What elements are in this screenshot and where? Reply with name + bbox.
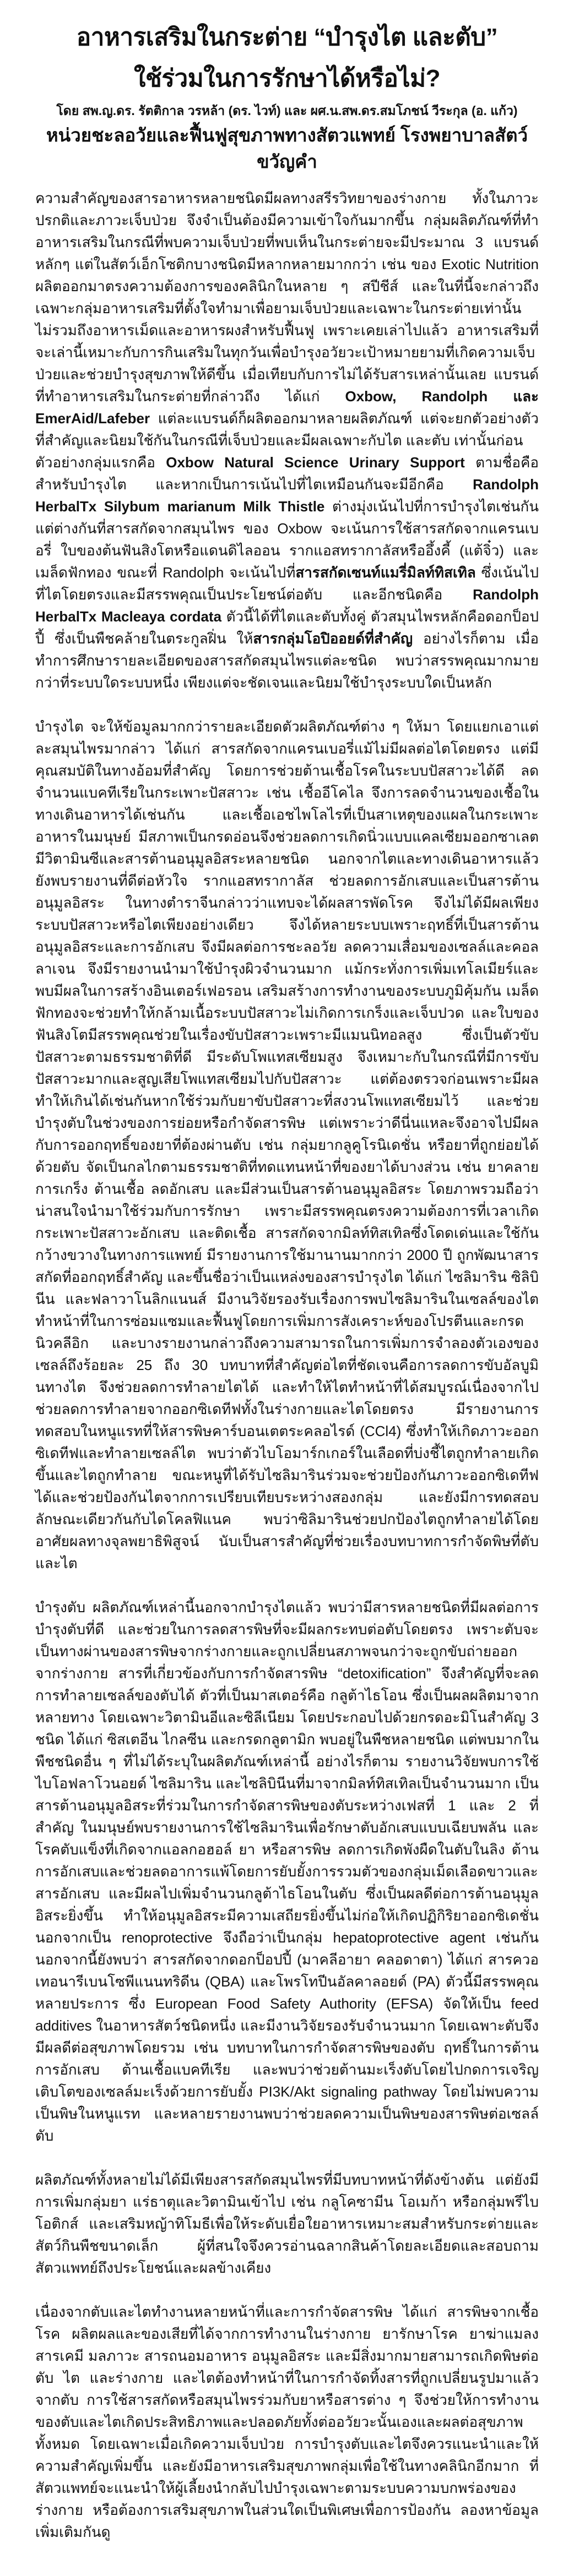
body-text-bold: Randolph HerbalTx Silybum marianum Milk Thistle <box>35 476 539 515</box>
body-text-bold: สารกลุ่มโอปิออยด์ที่สำคัญ <box>253 630 413 647</box>
body-text-bold: Oxbow, Randolph และ EmerAid/Lafeber <box>35 388 539 427</box>
body-text: เนื่องจากตับและไตทำงานหลายหน้าที่และการกำจัดสารพิษ ได้แก่ สารพิษจากเชื้อโรค ผลิตผลและของเสียที่ได้จากการทำงานในร่างกาย ยารักษาโรค ยาฆ่าแมลง สารเคมี มลภาวะ สารถนอมอาหาร อนุมูลอิสระ และมีสิ่งมากมายสามารถเกิดพิษต่อตับ ไต และร่างกาย และไตต้องทำหน้าที่ในการกำจัดทิ้งสารที่ถูกเปลี่ยนรูปมาแล้วจากตับ การใช้สารสกัดหรือสมุนไพรร่วมกับยาหรือสารต่าง ๆ จึงช่วยให้การทำงานของตับและไตเกิดประสิทธิภาพและปลอดภัยทั้งต่ออวัยวะนั้นเองและผลต่อสุขภาพทั้งหมด โดยเฉพาะเมื่อเกิดความเจ็บป่วย การบำรุงตับและไตจึงควรแนะนำและให้ความสำคัญเพิ่มขึ้น และยังมีอาหารเสริมสุขภาพกลุ่มเพื่อใช้ในทางคลินิกอีกมาก ที่สัตวแพทย์จะแนะนำให้ผู้เลี้ยงนำกลับไปบำรุงเฉพาะตามระบบความบกพร่องของร่างกาย หรือต้องการเสริมสุขภาพในส่วนใดเป็นพิเศษเพื่อการป้องกัน ลองหาข้อมูลเพิ่มเติมกันดู <box>35 2304 539 2540</box>
page-title-line-1: อาหารเสริมในกระต่าย “บำรุงไต และตับ” <box>76 24 498 51</box>
body-text-bold: สารสกัดเซนท์แมรี่มิลท์ทิสเทิล <box>295 564 476 581</box>
body-text: อย่างไรก็ตาม เมื่อทำการศึกษารายละเอียดของสารสกัดสมุนไพรแต่ละชนิด พบว่าสรรพคุณมากมายกว่าที่ระบบใดระบบหนึ่ง เพียงแต่จะชัดเจนและนิยมใช้บำรุงระบบใดเป็นหลัก <box>35 630 539 691</box>
affiliation: หน่วยชะลอวัยและฟื้นฟูสุขภาพทางสัตวแพทย์ โรงพยาบาลสัตว์ขวัญคำ <box>46 125 528 172</box>
body-paragraph <box>35 2301 539 2543</box>
body-text: ซึ่งเน้นไปที่ไตโดยตรงและมีสรรพคุณเป็นประโยชน์ต่อตับ และอีกชนิดคือ <box>35 564 539 603</box>
body-paragraph <box>35 1596 539 2147</box>
body-paragraph <box>35 187 539 451</box>
page-title <box>35 17 539 99</box>
body-text: ตามชื่อคือสำหรับบำรุงไต และหากเป็นการเน้นไปที่ไตเหมือนกันจะมีอีกคือ <box>35 454 539 493</box>
body-text: ต่างมุ่งเน้นไปที่การบำรุงไตเช่นกัน แต่ต่างกันที่สารสกัดจากสมุนไพร ของ Oxbow จะเน้นการใช้สารสกัดจากแครนเบอรี่ ใบของต้นฟันสิงโตหรือแดนดิไลออน รากแอสทรากาลัสหรืออึ้งคี้ (แต้จิ๋ว) และเมล็ดฟักทอง ขณะที่ Randolph จะเน้นไปที่ <box>35 498 539 581</box>
body-text: ตัวนี้ได้ที่ไตและตับทั้งคู่ ตัวสมุนไพรหลักคือดอกป็อปปี้ ซึ่งเป็นพืชคล้ายในตระกูลฝิ่น ให้ <box>35 608 539 647</box>
byline: โดย สพ.ญ.ดร. รัตติกาล วรหล้า (ดร. ไวท์) และ ผศ.น.สพ.ดร.สมโภชน์ วีระกุล (อ. แก้ว) <box>56 103 518 118</box>
body-text: บำรุงไต จะให้ข้อมูลมากกว่ารายละเอียดตัวผลิตภัณฑ์ต่าง ๆ ให้มา โดยแยกเอาแต่ละสมุนไพรมากล่าว ได้แก่ สารสกัดจากแครนเบอรี่แม้ไม่มีผลต่อไตโดยตรง แต่มีคุณสมบัติในทางอ้อมที่สำคัญ โดยการช่วยต้านเชื้อโรคในระบบปัสสาวะได้ดี ลดจำนวนแบคทีเรียในกระเพาะปัสสาวะ เช่น เชื้ออีโคไล จึงการลดจำนวนของเชื้อในทางเดินอาหารได้เช่นกัน และเชื้อเอชไพโลไรที่เป็นสาเหตุของแผลในกระเพาะอาหารในมนุษย์ มีสภาพเป็นกรดอ่อนจึงช่วยลดการเกิดนิ่วแบบแคลเซียมออกซาเลต มีวิตามินซีและสารต้านอนุมูลอิสระหลายชนิด นอกจากไตและทางเดินอาหารแล้วยังพบรายงานที่ดีต่อหัวใจ รากแอสทรากาลัส ช่วยลดการอักเสบและเป็นสารต้านอนุมูลอิสระ ในทางตำราจีนกล่าวว่าแทบจะได้ผลสารพัดโรค จึงไม่ได้มีผลเพียงระบบปัสสาวะหรือไตเพียงอย่างเดียว จึงได้หลายระบบเพราะฤทธิ์ที่เป็นสารต้านอนุมูลอิสระและการอักเสบ จึงมีผลต่อการชะลอวัย ลดความเสื่อมของเซลล์และคอลลาเจน จึงมีรายงานนำมาใช้บำรุงผิวจำนวนมาก แม้กระทั่งการเพิ่มเทโลเมียร์และพบมีผลในการสร้างอินเตอร์เฟอรอน เสริมสร้างการทำงานของระบบภูมิคุ้มกัน เมล็ดฟักทองจะช่วยทำให้กล้ามเนื้อระบบปัสสาวะไม่เกิดการเกร็งและเจ็บปวด และใบของฟันสิงโตมีสรรพคุณช่วยในเรื่องขับปัสสาวะเพราะมีแมนนิทอลสูง ซึ่งเป็นตัวขับปัสสาวะตามธรรมชาติที่ดี มีระดับโพแทสเซียมสูง จึงเหมาะกับในกรณีที่มีการขับปัสสาวะมากและสูญเสียโพแทสเซียมไปกับปัสสาวะ แต่ต้องตรวจก่อนเพราะมีผลทำให้เกินได้เช่นกันหากใช้ร่วมกับยาขับปัสสาวะที่สงวนโพแทสเซียมไว้ และช่วยบำรุงตับในช่วงของการย่อยหรือกำจัดสารพิษ แต่เพราะว่าดีนี่นแหละจึงอาจไปมีผลกับการออกฤทธิ์ของยาที่ต้องผ่านตับ เช่น กลุ่มยากลูคูโรนิเดชั่น หรือยาที่ถูกย่อยได้ด้วยตับ จัดเป็นกลไกตามธรรมชาติที่ทดแทนหน้าที่ของยาได้บางส่วน เช่น ยาคลายการเกร็ง ต้านเชื้อ ลดอักเสบ และมีส่วนเป็นสารต้านอนุมูลอิสระ โดยภาพรวมถือว่าน่าสนใจนำมาใช้ร่วมกับการรักษา เพราะมีสรรพคุณตรงความต้องการที่เวลาเกิดกระเพาะปัสสาวะอักเสบ และติดเชื้อ สารสกัดจากมิลท์ทิสเทิลซึ่งโดดเด่นและใช้กันกว้างขวางในทางการแพทย์ มีรายงานการใช้มานานมากกว่า 2000 ปี ถูกพัฒนาสารสกัดที่ออกฤทธิ์สำคัญ และขึ้นชื่อว่าเป็นแหล่งของสารบำรุงไต ได้แก่ ไซลิมาริน ซิลิบินีน และฟลาวาโนลิกแนนส์ มีงานวิจัยรองรับเรื่องการพบไซลิมารินในเซลล์ของไต ทำหน้าที่ในการซ่อมแซมและฟื้นฟูโดยการเพิ่มการสังเคราะห์ของโปรตีนและกรดนิวคลีอิก และบางรายงานกล่าวถึงความสามารถในการเพิ่มการจำลองตัวเองของเซลล์ถึงร้อยละ 25 ถึง 30 บทบาทที่สำคัญต่อไตที่ชัดเจนคือการลดการขับอัลบูมินทางไต จึงช่วยลดการทำลายไตได้ และทำให้ไตทำหน้าที่ได้สมบูรณ์เนื่องจากไปช่วยลดการทำลายจากออกซิเดทีฟทั้งในร่างกายและไตโดยตรง มีรายงานการทดสอบในหนูแรทที่ให้สารพิษคาร์บอนเตตระคลอไรด์ (CCl4) ซึ่งทำให้เกิดภาวะออกซิเดทีฟและทำลายเซลล์ไต พบว่าตัวไบโอมาร์กเกอร์ในเลือดที่บ่งชี้ไตถูกทำลายเกิดขึ้นและไตถูกทำลาย ขณะหนูที่ได้รับไซลิมารินร่วมจะช่วยป้องกันภาวะออกซิเดทีฟได้และช่วยป้องกันไตจากการเปรียบเทียบระหว่างสองกลุ่ม และยังมีการทดสอบลักษณะเดียวกันกับไดโคลฟิแนค พบว่าซิลิมารินช่วยปกป้องไตถูกทำลายได้โดยอาศัยผลทางจุลพยาธิพิสูจน์ นับเป็นสารสำคัญที่ช่วยเรื่องบทบาทการกำจัดพิษที่ตับและไต <box>35 718 539 1571</box>
body-text: แต่ละแบรนด์ก็ผลิตออกมาหลายผลิตภัณฑ์ แต่จะยกตัวอย่างตัวที่สำคัญและนิยมใช้กันในกรณีที่เจ็บป่วยและมีผลเฉพาะกับไต และตับ เท่านั้นก่อน <box>35 410 539 449</box>
body-text: บำรุงตับ ผลิตภัณฑ์เหล่านี้นอกจากบำรุงไตแล้ว พบว่ามีสารหลายชนิดที่มีผลต่อการบำรุงตับที่ดี และช่วยในการลดสารพิษที่จะมีผลกระทบต่อตับโดยตรง เพราะตับจะเป็นทางผ่านของสารพิษจากร่างกายและถูกเปลี่ยนสภาพจนกว่าจะถูกขับถ่ายออกจากร่างกาย สารที่เกี่ยวข้องกับการกำจัดสารพิษ “detoxification” จึงสำคัญที่จะลดการทำลายเซลล์ของตับได้ ตัวที่เป็นมาสเตอร์คือ กลูต้าไธโอน ซึ่งเป็นผลผลิตมาจากหลายทาง โดยเฉพาะวิตามินอีและซิลีเนียม โดยประกอบไปด้วยกรดอะมิโนสำคัญ 3 ชนิด ได้แก่ ซิสเตอีน ไกลซีน และกรดกลูตามิก พบอยู่ในพืชหลายชนิด แต่พบมากในพืชชนิดอื่น ๆ ที่ไม่ได้ระบุในผลิตภัณฑ์เหล่านี้ อย่างไรก็ตาม รายงานวิจัยพบการใช้ไบโอฟลาโวนอยด์ ไซลิมาริน และไซลิบินีนที่มาจากมิลท์ทิสเทิลเป็นจำนวนมาก เป็นสารต้านอนุมูลอิสระที่ร่วมในการกำจัดสารพิษของตับระหว่างเฟสที่ 1 และ 2 ที่สำคัญ ในมนุษย์พบรายงานการใช้ไซลิมารินเพื่อรักษาตับอักเสบแบบเฉียบพลัน และโรคตับแข็งที่เกิดจากแอลกอฮอล์ ยา หรือสารพิษ ลดการเกิดพังผืดในตับในลิง ต้านการอักเสบและช่วยลดอาการแพ้โดยการยับยั้งการรวมตัวของกลุ่มเม็ดเลือดขาวและสารอักเสบ และมีผลไปเพิ่มจำนวนกลูต้าไธโอนในตับ ซึ่งเป็นผลดีต่อการต้านอนุมูลอิสระยิ่งขึ้น ทำให้อนุมูลอิสระมีความเสถียรยิ่งขึ้นไม่ก่อให้เกิดปฏิกิริยาออกซิเดชั่น นอกจากเป็น renoprotective จึงถือว่าเป็นกลุ่ม hepatoprotective agent เช่นกัน นอกจากนี้ยังพบว่า สารสกัดจากดอกป็อปปี้ (มาคลีอายา คลอดาตา) ได้แก่ สารควอเทอนารีเบนโซพีแนนทริดีน (QBA) และโพรโทปีนอัลคาลอยด์ (PA) ตัวนี้มีสรรพคุณหลายประการ ซึ่ง European Food Safety Authority (EFSA) จัดให้เป็น feed additives ในอาหารสัตว์ชนิดหนึ่ง และมีงานวิจัยรองรับจำนวนมาก โดยเฉพาะตับจึงมีผลดีต่อสุขภาพโดยรวม เช่น บทบาทในการกำจัดสารพิษของตับ ฤทธิ์ในการต้านการอักเสบ ต้านเชื้อแบคทีเรีย และพบว่าช่วยต้านมะเร็งตับโดยไปกดการเจริญเติบโตของเซลล์มะเร็งด้วยการยับยั้ง PI3K/Akt signaling pathway โดยไม่พบความเป็นพิษในหนูแรท และหลายรายงานพบว่าช่วยลดความเป็นพิษของสารพิษต่อเซลล์ตับ <box>35 1599 539 2144</box>
body-text: ผลิตภัณฑ์ทั้งหลายไม่ได้มีเพียงสารสกัดสมุนไพรที่มีบทบาทหน้าที่ดังข้างต้น แต่ยังมีการเพิ่มกลุ่มยา แร่ธาตุและวิตามินเข้าไป เช่น กลูโคซามีน โอเมก้า หรือกลุ่มพรีไบโอติกส์ และเสริมหญ้าทิโมธีเพื่อให้ระดับเยื่อใยอาหารเหมาะสมสำหรับกระต่ายและสัตว์กินพืชขนาดเล็ก ผู้ที่สนใจจึงควรอ่านฉลากสินค้าโดยละเอียดและสอบถามสัตวแพทย์ถึงประโยชน์และผลข้างเคียง <box>35 2171 539 2276</box>
body-text-bold: Oxbow Natural Science Urinary Support <box>166 454 465 471</box>
body-paragraph <box>35 2169 539 2279</box>
page-title-line-2: ใช้ร่วมในการรักษาได้หรือไม่? <box>134 65 440 92</box>
article-body <box>35 187 539 2543</box>
body-text: ความสำคัญของสารอาหารหลายชนิดมีผลทางสรีรวิทยาของร่างกาย ทั้งในภาวะปรกติและภาวะเจ็บป่วย จึงจำเป็นต้องมีความเข้าใจกันมากขึ้น กลุ่มผลิตภัณฑ์ที่ทำอาหารเสริมในกรณีที่พบความเจ็บป่วยที่พบเห็นในกระต่ายจะมีประมาณ 3 แบรนด์หลักๆ แต่ในสัตว์เอ็กโซติกบางชนิดมีหลากหลายมากกว่า เช่น ของ Exotic Nutrition ผลิตออกมาตรงความต้องการของคลินิกในหลาย ๆ สปีชีส์ และในที่นี้จะกล่าวถึงเฉพาะกลุ่มอาหารเสริมที่ตั้งใจทำมาเพื่อยามเจ็บป่วยและเฉพาะในกระต่ายเท่านั้น ไม่รวมถึงอาหารเม็ดและอาหารผงสำหรับฟื้นฟู เพราะเคยเล่าไปแล้ว อาหารเสริมที่จะเล่านี้เหมาะกับการกินเสริมในทุกวันเพื่อบำรุงอวัยวะเป้าหมายยามที่เกิดความเจ็บป่วยและช่วยบำรุงสุขภาพให้ดีขึ้น เมื่อเทียบกับการไม่ได้รับสารเหล่านั้นเลย แบรนด์ที่ทำอาหารเสริมในกระต่ายที่กล่าวถึง ได้แก่ <box>35 190 539 405</box>
body-paragraph <box>35 451 539 694</box>
body-text-bold: Randolph HerbalTx Macleaya cordata <box>35 586 539 625</box>
body-text: ตัวอย่างกลุ่มแรกคือ <box>35 454 166 471</box>
body-paragraph <box>35 716 539 1574</box>
